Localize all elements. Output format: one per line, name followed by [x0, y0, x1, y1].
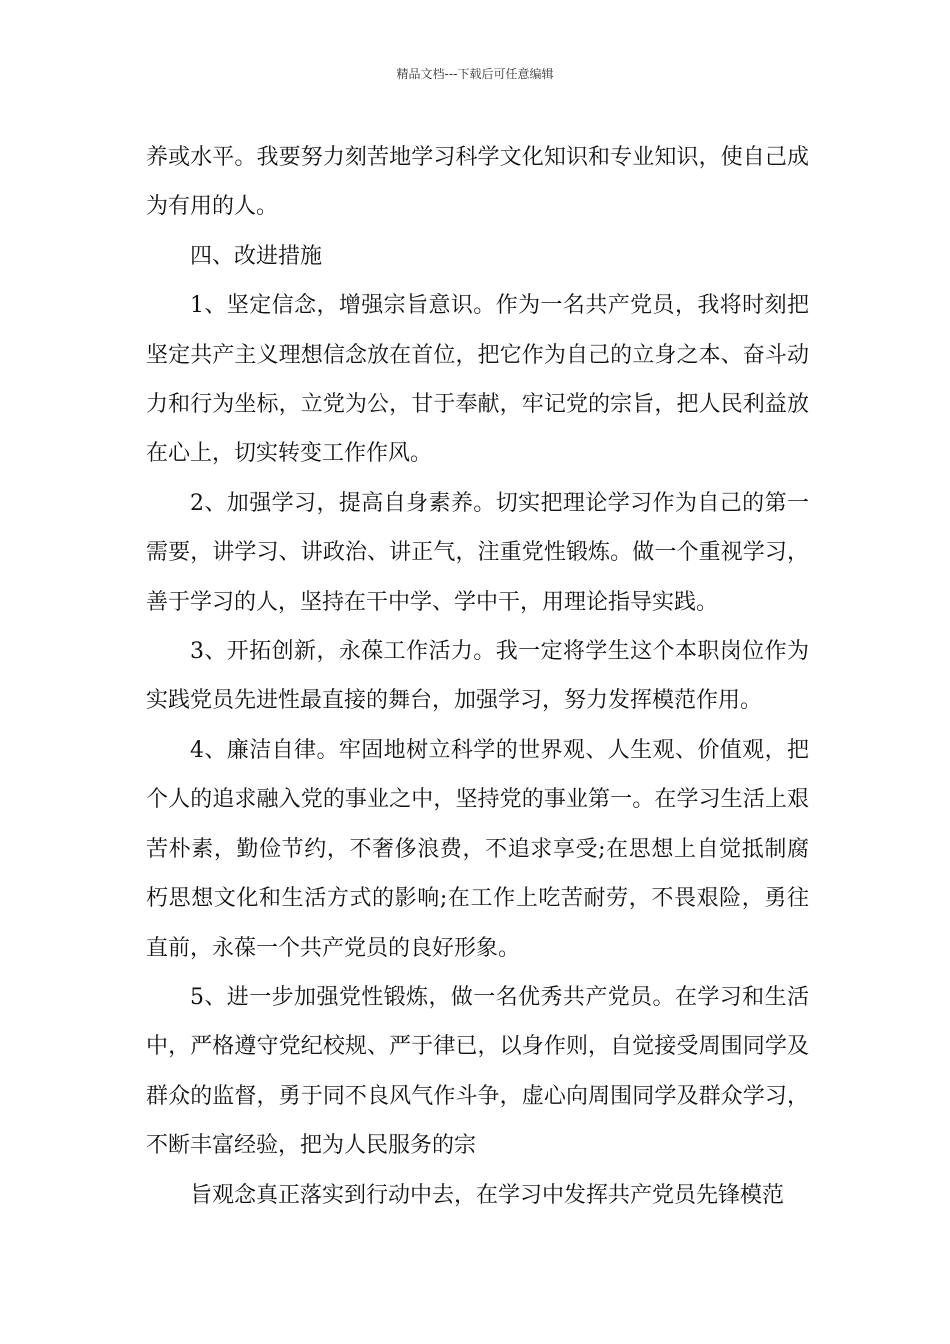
- paragraph-measure-3: 3、开拓创新，永葆工作活力。我一定将学生这个本职岗位作为实践党员先进性最直接的舞台，加强学习，努力发挥模范作用。: [146, 639, 809, 714]
- paragraph-continuation: 旨观念真正落实到行动中去，在学习中发挥共产党员先锋模范: [190, 1182, 785, 1208]
- document-body: [146, 133, 809, 1220]
- page-header: 精品文档---下载后可任意编辑: [396, 67, 554, 81]
- paragraph-measure-2: 2、加强学习，提高自身素养。切实把理论学习作为自己的第一需要，讲学习、讲政治、讲正气，注重党性锻炼。做一个重视学习，善于学习的人，坚持在干中学、学中干，用理论指导实践。: [146, 490, 809, 615]
- paragraph-measure-5: 5、进一步加强党性锻炼，做一名优秀共产党员。在学习和生活中，严格遵守党纪校规、严于律已，以身作则，自觉接受周围同学及群众的监督，勇于同不良风气作斗争，虚心向周围同学及群众学习，不断丰富经验，把为人民服务的宗: [146, 984, 809, 1159]
- section-heading: 四、改进措施: [190, 243, 323, 269]
- paragraph-measure-1: 1、坚定信念，增强宗旨意识。作为一名共产党员，我将时刻把坚定共产主义理想信念放在首位，把它作为自己的立身之本、奋斗动力和行为坐标，立党为公，甘于奉献，牢记党的宗旨，把人民利益放在心上，切实转变工作作风。: [146, 293, 809, 467]
- paragraph-measure-4: 4、廉洁自律。牢固地树立科学的世界观、人生观、价值观，把个人的追求融入党的事业之中，坚持党的事业第一。在学习生活上艰苦朴素，勤俭节约，不奢侈浪费，不追求享受;在思想上自觉抵制腐朽思想文化和生活方式的影响;在工作上吃苦耐劳，不畏艰险，勇往直前，永葆一个共产党员的良好形象。: [146, 737, 809, 961]
- paragraph-1: 养或水平。我要努力刻苦地学习科学文化知识和专业知识，使自己成为有用的人。: [146, 145, 809, 220]
